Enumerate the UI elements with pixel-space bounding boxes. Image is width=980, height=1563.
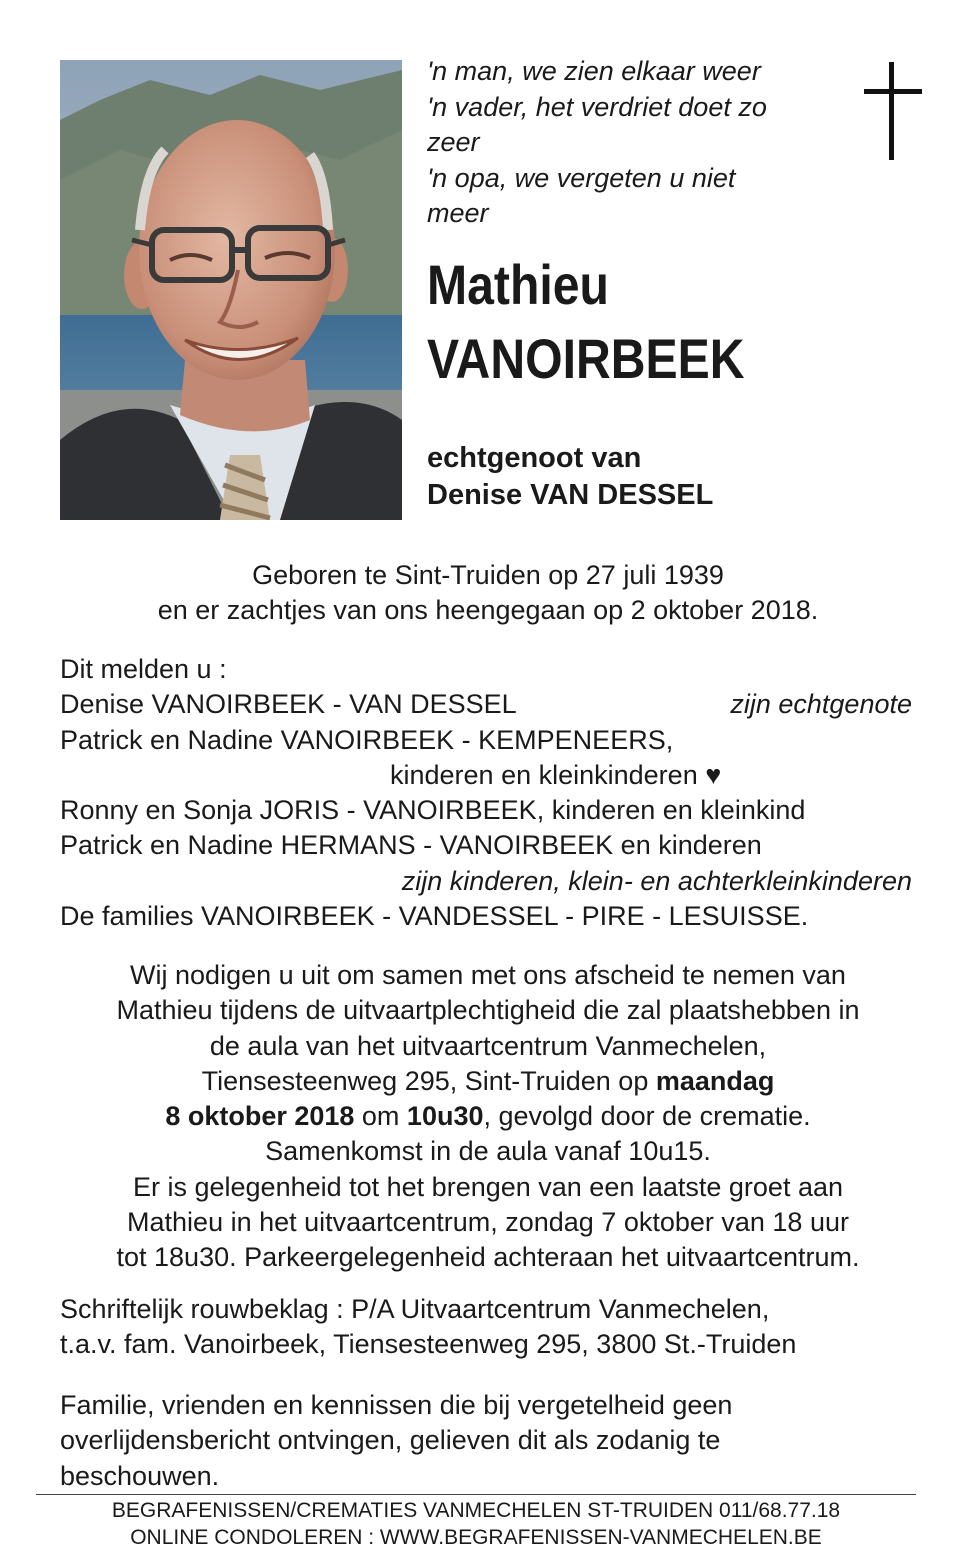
ceremony-line: Samenkomst in de aula vanaf 10u15.	[265, 1136, 711, 1167]
ceremony-line: Mathieu in het uitvaartcentrum, zondag 7 oktober van 18 uur	[127, 1207, 849, 1238]
portrait-photo	[60, 60, 402, 520]
condolences	[60, 1292, 920, 1363]
ceremony-day: maandag	[655, 1065, 775, 1096]
ceremony-line: de aula van het uitvaartcentrum Vanmechelen,	[209, 1030, 767, 1061]
announcer-row	[60, 687, 912, 722]
deceased-name	[427, 248, 745, 396]
condolence-line: t.a.v. fam. Vanoirbeek, Tiensesteenweg 295, 3800 St.-Truiden	[60, 1329, 797, 1360]
closing-line: beschouwen.	[60, 1460, 220, 1491]
announcer-relation: zijn kinderen, klein- en achterkleinkinderen	[401, 865, 912, 896]
death-line: en er zachtjes van ons heengegaan op 2 oktober 2018.	[157, 595, 819, 626]
announcer-name: Denise VANOIRBEEK - VAN DESSEL	[60, 689, 517, 720]
announcer-name: Ronny en Sonja JORIS - VANOIRBEEK, kinderen en kleinkind	[60, 795, 806, 826]
ceremony-line	[52, 1099, 924, 1134]
portrait-illustration	[60, 60, 402, 520]
announcer-name: Patrick en Nadine VANOIRBEEK - KEMPENEERS,	[60, 724, 674, 755]
announcer-name: Patrick en Nadine HERMANS - VANOIRBEEK en kinderen	[60, 830, 762, 861]
poem-line: meer	[427, 198, 489, 228]
ceremony	[52, 958, 924, 1276]
birth-line: Geboren te Sint-Truiden op 27 juli 1939	[252, 560, 724, 590]
closing-note	[60, 1388, 920, 1494]
poem-line: 'n man, we zien elkaar weer	[427, 56, 761, 86]
footer	[36, 1494, 916, 1551]
announcer-families: De families VANOIRBEEK - VANDESSEL - PIRE - LESUISSE.	[60, 901, 809, 932]
first-name: Mathieu	[427, 253, 609, 316]
announcers	[60, 652, 912, 934]
poem-line: 'n opa, we vergeten u niet	[427, 162, 736, 193]
online-condolences-line[interactable]: ONLINE CONDOLEREN : WWW.BEGRAFENISSEN-VANMECHELEN.BE	[130, 1526, 822, 1549]
ceremony-line: Wij nodigen u uit om samen met ons afscheid te nemen van	[130, 960, 846, 990]
ceremony-connector: om	[354, 1101, 407, 1132]
last-name: VANOIRBEEK	[427, 327, 745, 390]
poem-line: zeer	[427, 127, 480, 157]
closing-line: overlijdensbericht ontvingen, gelieven dit als zodanig te	[60, 1425, 721, 1456]
announcer-relation: kinderen en kleinkinderen ♥	[390, 759, 722, 790]
ceremony-line: Er is gelegenheid tot het brengen van een laatste groet aan	[132, 1171, 843, 1202]
ceremony-time: 10u30	[406, 1101, 484, 1132]
ceremony-line	[52, 1064, 924, 1099]
ceremony-date: 8 oktober 2018	[165, 1101, 355, 1132]
poem	[427, 54, 847, 232]
ceremony-line: Mathieu tijdens de uitvaartplechtigheid die zal plaatshebben in	[116, 995, 860, 1026]
ceremony-followup: , gevolgd door de crematie.	[483, 1101, 811, 1132]
announcers-intro: Dit melden u :	[60, 654, 227, 684]
birth-death	[60, 558, 916, 629]
condolence-line: Schriftelijk rouwbeklag : P/A Uitvaartcentrum Vanmechelen,	[60, 1294, 770, 1324]
ceremony-address: Tiensesteenweg 295, Sint-Truiden op	[201, 1065, 656, 1096]
poem-line: 'n vader, het verdriet doet zo	[427, 91, 767, 122]
spouse-block	[427, 440, 713, 514]
announcer-relation: zijn echtgenote	[730, 689, 912, 720]
ceremony-line: tot 18u30. Parkeergelegenheid achteraan het uitvaartcentrum.	[116, 1242, 860, 1273]
funeral-home-line: BEGRAFENISSEN/CREMATIES VANMECHELEN ST-TRUIDEN 011/68.77.18	[111, 1499, 841, 1522]
spouse-name: Denise VAN DESSEL	[427, 479, 714, 511]
relation-label: echtgenoot van	[427, 442, 642, 474]
cross-icon	[864, 62, 922, 160]
closing-line: Familie, vrienden en kennissen die bij vergetelheid geen	[60, 1390, 733, 1420]
